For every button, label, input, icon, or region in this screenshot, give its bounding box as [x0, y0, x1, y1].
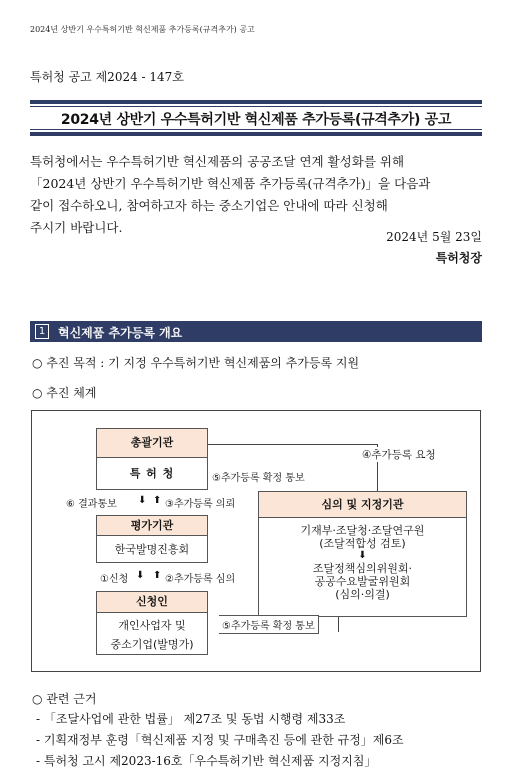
label-request-eval: ③추가등록 의뢰	[165, 495, 235, 510]
label-apply: ①신청	[100, 570, 128, 585]
intro-line: 같이 접수하오니, 참여하고자 하는 중소기업은 안내에 따라 신청해	[30, 198, 388, 213]
arrow-up-icon: ⬆	[153, 495, 162, 506]
box-body: 특 허 청	[129, 467, 175, 480]
label-result: ⑥ 결과통보	[66, 495, 117, 510]
intro-line: 특허청에서는 우수특허기반 혁신제품의 공공조달 연계 활성화를 위해	[30, 154, 405, 169]
section-1-header	[30, 321, 482, 342]
arrow-up-icon: ⬆	[153, 570, 162, 581]
arrow-down-icon: ⬇	[136, 570, 145, 581]
intro-paragraph	[30, 151, 482, 239]
arrow-down-icon: ⬇	[138, 495, 147, 506]
basis-item: - 「조달사업에 관한 법률」 제27조 및 동법 시행령 제33조	[36, 712, 346, 726]
basis-item: - 특허청 고시 제2023-16호「우수특허기반 혁신제품 지정지침」	[36, 754, 377, 768]
box-head: 심의 및 지정기관	[259, 492, 466, 518]
label-request: ④추가등록 요청	[362, 449, 436, 461]
review-line: 공공수요발굴위원회	[314, 575, 411, 588]
label-request-review: ②추가등록 심의	[165, 570, 235, 585]
section-title: 혁신제품 추가등록 개요	[58, 326, 183, 340]
title-box	[30, 100, 482, 136]
basis-item: - 기획재정부 훈령「혁신제품 지정 및 구매촉진 등에 관한 규정」제6조	[36, 733, 404, 747]
basis-heading: ○ 관련 근거	[32, 692, 97, 706]
page-title: 2024년 상반기 우수특허기반 혁신제품 추가등록(규격추가) 공고	[60, 112, 452, 128]
box-review-agency	[258, 491, 467, 617]
review-line: (조달적합성 검토)	[319, 537, 406, 550]
box-general-agency	[96, 428, 208, 490]
system-line: ○ 추진 체계	[32, 386, 97, 400]
notice-date: 2024년 5월 23일	[386, 230, 482, 244]
purpose-line: ○ 추진 목적 : 기 지정 우수특허기반 혁신제품의 추가등록 지원	[32, 356, 360, 370]
label-notify-bottom: ⑤추가등록 확정 통보	[219, 615, 319, 634]
box-head: 신청인	[97, 592, 207, 613]
connector-line	[208, 444, 377, 445]
review-line: (심의·의결)	[335, 588, 390, 601]
intro-line: 「2024년 상반기 우수특허기반 혁신제품 추가등록(규격추가)」을 다음과	[30, 176, 431, 191]
issuer-signature: 특허청장	[435, 251, 482, 265]
section-number-badge: 1	[35, 324, 49, 339]
box-body: 한국발명진흥회	[114, 543, 190, 556]
review-line: 기재부·조달청·조달연구원	[300, 524, 425, 537]
review-line: 조달정책심의위원회·	[312, 562, 413, 575]
box-evaluation-agency	[96, 515, 208, 563]
arrow-down-icon: ⬇	[358, 550, 367, 561]
process-diagram	[31, 410, 481, 672]
label-notify-top: ⑤추가등록 확정 통보	[212, 469, 305, 484]
box-body-line: 개인사업자 및	[118, 619, 186, 632]
intro-line: 주시기 바랍니다.	[30, 220, 123, 235]
box-head: 총괄기관	[97, 429, 207, 458]
connector-line	[338, 616, 339, 632]
box-applicant	[96, 591, 208, 655]
box-body-line: 중소기업(발명가)	[110, 638, 194, 651]
notice-number: 특허청 공고 제2024 - 147호	[30, 70, 184, 84]
box-head: 평가기관	[97, 516, 207, 536]
page-header-text: 2024년 상반기 우수특허기반 혁신제품 추가등록(규격추가) 공고	[30, 25, 255, 34]
